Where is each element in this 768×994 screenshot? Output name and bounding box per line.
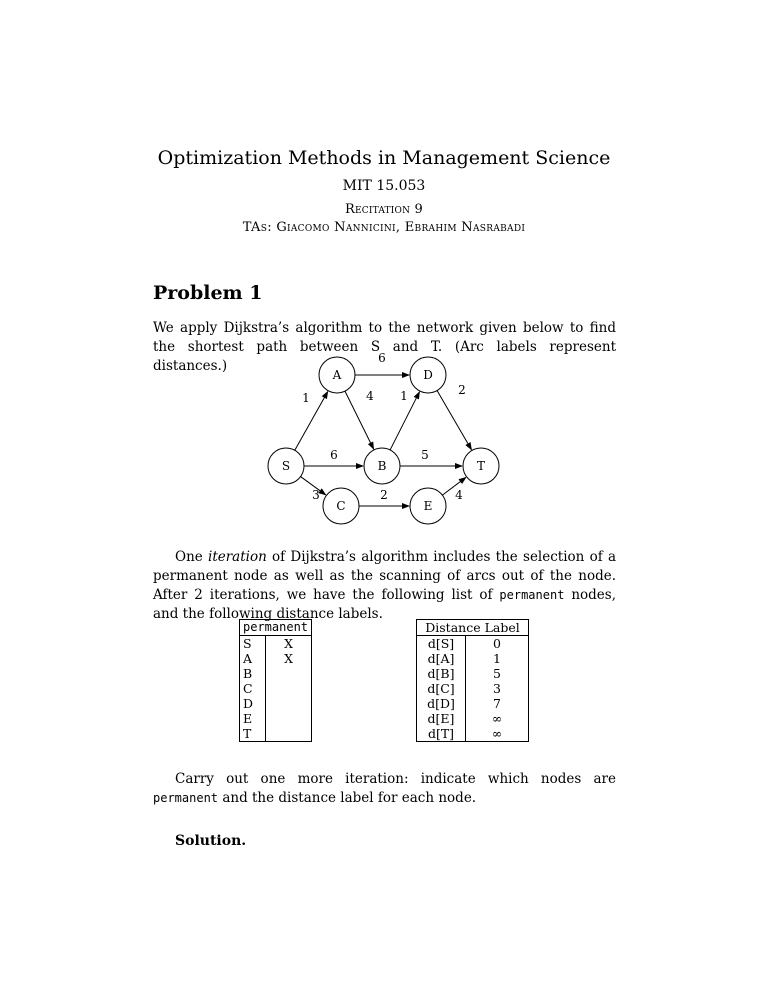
- permanent-mark: [266, 681, 312, 696]
- permanent-node: E: [240, 711, 266, 726]
- problem-intro: We apply Dijkstra’s algorithm to the network given below to find the shortest path between S and T. (Arc labels represent distances.): [153, 320, 616, 374]
- distance-node: d[D]: [417, 696, 466, 711]
- distance-value: 5: [493, 666, 501, 681]
- p2-emphasis: iteration: [208, 549, 267, 565]
- ta-names: TAs: Giacomo Nannicini, Ebrahim Nasrabadi: [242, 220, 526, 235]
- recitation-label: Recitation 9: [345, 202, 423, 217]
- arc-weight: 3: [312, 488, 320, 502]
- permanent-row: [240, 726, 312, 742]
- distance-row: [417, 636, 529, 652]
- distance-node: d[B]: [417, 666, 466, 681]
- permanent-mark: [266, 666, 312, 681]
- arc-weight: 1: [302, 391, 310, 405]
- node-label: A: [332, 368, 342, 382]
- node-label: D: [423, 368, 433, 382]
- node-label: B: [377, 459, 387, 473]
- distance-value: 7: [493, 696, 501, 711]
- arc-weight: 4: [455, 488, 463, 502]
- distance-node: d[A]: [417, 651, 466, 666]
- permanent-mark: X: [284, 636, 293, 651]
- permanent-table: [239, 619, 312, 742]
- distance-node: d[S]: [417, 636, 466, 652]
- arc-D-T: [437, 391, 471, 450]
- distance-row: [417, 681, 529, 696]
- problem-heading: Problem 1: [153, 282, 263, 304]
- node-label: S: [281, 459, 291, 473]
- permanent-node: B: [240, 666, 266, 681]
- instruction-paragraph: [153, 770, 616, 808]
- permanent-row: [240, 651, 312, 666]
- p3-code: permanent: [153, 791, 219, 805]
- page-title: Optimization Methods in Management Science: [157, 147, 611, 169]
- p2-part-c: nodes, and the following distance labels.: [153, 587, 617, 622]
- distance-row: [417, 726, 529, 742]
- distance-row: [417, 696, 529, 711]
- distance-node: d[C]: [417, 681, 466, 696]
- distance-table-header: Distance Label: [417, 620, 529, 636]
- distance-value: ∞: [491, 711, 503, 726]
- arc-S-A: [295, 392, 328, 451]
- node-label: E: [423, 499, 433, 513]
- distance-node: d[T]: [417, 726, 466, 742]
- arc-weight: 2: [458, 383, 466, 397]
- permanent-row: [240, 711, 312, 726]
- permanent-node: T: [240, 726, 266, 742]
- permanent-node: A: [240, 651, 266, 666]
- distance-row: [417, 711, 529, 726]
- permanent-mark: [266, 696, 312, 711]
- permanent-mark: X: [284, 651, 293, 666]
- permanent-node: D: [240, 696, 266, 711]
- permanent-node: S: [240, 636, 266, 652]
- permanent-row: [240, 636, 312, 652]
- iteration-paragraph: [153, 548, 616, 624]
- distance-row: [417, 666, 529, 681]
- permanent-row: [240, 666, 312, 681]
- distance-value: 3: [493, 681, 501, 696]
- solution-label: Solution.: [175, 833, 247, 849]
- distance-row: [417, 651, 529, 666]
- arc-weight: 6: [330, 448, 338, 462]
- arc-weight: 5: [421, 448, 429, 462]
- arc-weight: 1: [400, 389, 408, 403]
- permanent-table-header: permanent: [240, 620, 312, 636]
- p3-part-b: and the distance label for each node.: [218, 790, 477, 806]
- permanent-mark: [266, 711, 312, 726]
- arc-weight: 6: [378, 351, 386, 365]
- p2-part-b: of Dijkstra’s algorithm includes the selection of a permanent node as well as the scanning of arcs out of the node. After 2 iterations, we have the following list of: [153, 549, 617, 603]
- permanent-mark: [266, 726, 312, 742]
- distance-table: [416, 619, 529, 742]
- distance-value: 0: [493, 636, 501, 651]
- arc-weight: 4: [366, 389, 374, 403]
- permanent-row: [240, 681, 312, 696]
- arc-weight: 2: [380, 488, 388, 502]
- distance-value: ∞: [491, 726, 503, 741]
- node-label: C: [336, 499, 346, 513]
- permanent-node: C: [240, 681, 266, 696]
- distance-value: 1: [493, 651, 501, 666]
- p3-part-a: Carry out one more iteration: indicate which nodes are: [175, 771, 616, 787]
- p2-code: permanent: [499, 588, 565, 602]
- course-number: MIT 15.053: [342, 178, 426, 194]
- permanent-row: [240, 696, 312, 711]
- distance-node: d[E]: [417, 711, 466, 726]
- p2-part-a: One: [175, 549, 208, 565]
- node-label: T: [476, 459, 486, 473]
